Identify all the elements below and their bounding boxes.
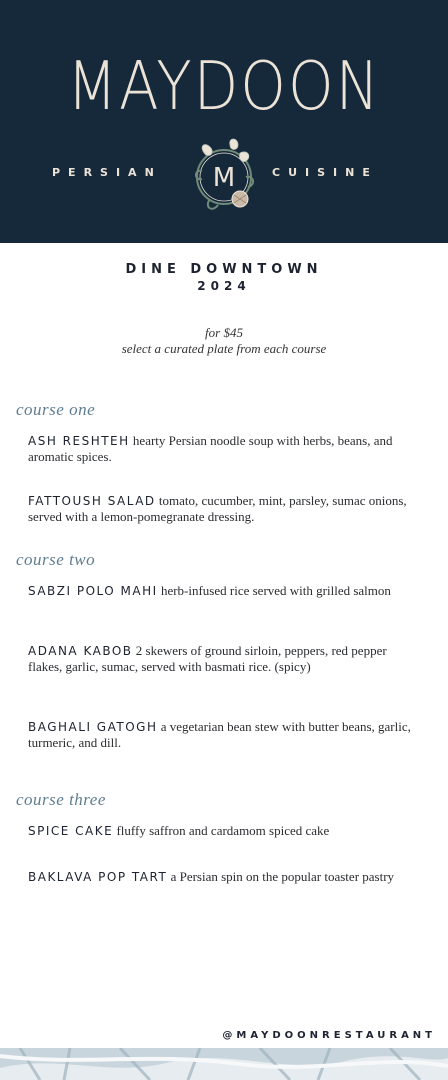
menu-item-description: tomato, cucumber, mint, parsley, sumac onions, served with a lemon-pomegranate dressing. xyxy=(28,493,407,524)
menu-item-name: ADANA KABOB xyxy=(28,644,133,658)
menu-item-name: BAGHALI GATOGH xyxy=(28,720,158,734)
event-title: DINE DOWNTOWN xyxy=(125,262,323,277)
menu-item xyxy=(28,643,418,675)
menu-instructions: select a curated plate from each course xyxy=(121,341,327,356)
menu-item-name: BAKLAVA POP TART xyxy=(28,870,168,884)
emblem-letter: M xyxy=(212,163,236,193)
menu-item-name: ASH RESHTEH xyxy=(28,434,130,448)
brand-logo: MAYDOON xyxy=(67,46,381,126)
course-heading-two: course two xyxy=(16,550,96,569)
menu-item-description: a Persian spin on the popular toaster pastry xyxy=(167,869,395,884)
tagline-left: PERSIAN xyxy=(52,166,162,179)
menu-item xyxy=(28,869,418,885)
menu-item-name: SABZI POLO MAHI xyxy=(28,584,158,598)
social-handle: @MAYDOONRESTAURANT xyxy=(222,1030,436,1041)
menu-item xyxy=(28,433,418,465)
floral-emblem-icon xyxy=(180,133,268,221)
tagline-right: CUISINE xyxy=(272,166,378,179)
menu-item-description: 2 skewers of ground sirloin, peppers, red pepper flakes, garlic, sumac, served with basmati rice. (spicy) xyxy=(28,643,387,674)
menu-item xyxy=(28,493,418,525)
marble-footer-texture xyxy=(0,1048,448,1080)
course-heading-one: course one xyxy=(16,400,96,419)
menu-item xyxy=(28,719,418,751)
course-heading-three: course three xyxy=(16,790,106,809)
menu-item-description: hearty Persian noodle soup with herbs, beans, and aromatic spices. xyxy=(28,433,393,464)
menu-item-name: SPICE CAKE xyxy=(28,824,114,838)
menu-item-name: FATTOUSH SALAD xyxy=(28,494,156,508)
menu-item-description: herb-infused rice served with grilled salmon xyxy=(157,583,391,598)
menu-item xyxy=(28,583,418,599)
menu-item-description: a vegetarian bean stew with butter beans, garlic, turmeric, and dill. xyxy=(28,719,411,750)
menu-price: for $45 xyxy=(205,325,243,340)
header-banner xyxy=(0,0,448,243)
event-year: 2024 xyxy=(197,279,251,293)
menu-item xyxy=(28,823,418,839)
menu-item-description: fluffy saffron and cardamom spiced cake xyxy=(113,823,330,838)
